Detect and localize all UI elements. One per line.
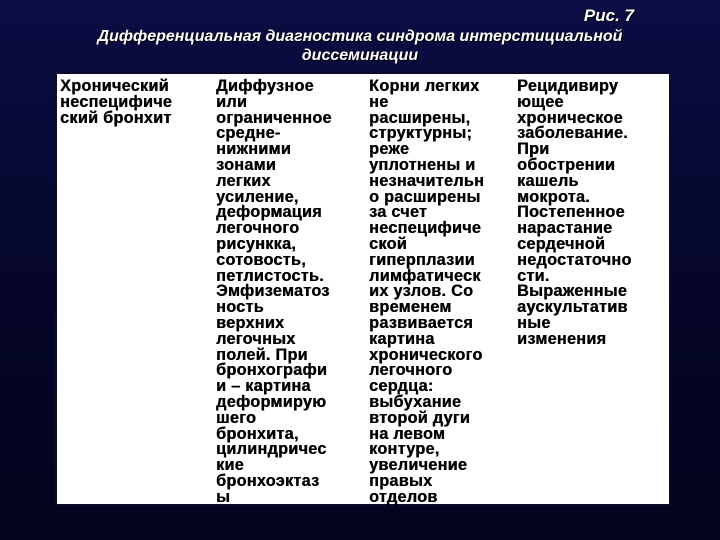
slide-title-line-1: Дифференциальная диагностика синдрома интерстициальной [97, 28, 623, 45]
slide-title [0, 27, 720, 65]
figure-label: Рис. 7 [583, 6, 634, 25]
cell-lung-pattern: Диффузное или ограниченное средне- нижними зонами легких усиление, деформация легочного рисункка, сотовость, петлистость. Эмфизематоз ность верхних легочных полей. При бронхографи и – картина деформирую шего бронхита, цилиндричес кие бронхоэктаз ы [216, 77, 332, 506]
cell-lung-roots: Корни легких не расширены, структурны; реже уплотнены и незначительн о расширены за счет неспецифиче ской гиперплазии лимфатическ их узлов. Со временем развивается картина хронического легочного сердца: выбухание второй дуги на левом контуре, увеличение правых отделов [369, 77, 485, 506]
diagnosis-table [55, 72, 671, 506]
table-row [57, 74, 669, 504]
cell-disease: Хронический неспецифиче ский бронхит [60, 77, 173, 127]
cell-clinical-course: Рецидивиру ющее хроническое заболевание. При обострении кашель мокрота. Постепенное нарастание сердечной недостаточно сти. Выраженные аускультатив ные изменения [517, 77, 632, 348]
slide-title-line-2: диссеминации [301, 47, 419, 64]
